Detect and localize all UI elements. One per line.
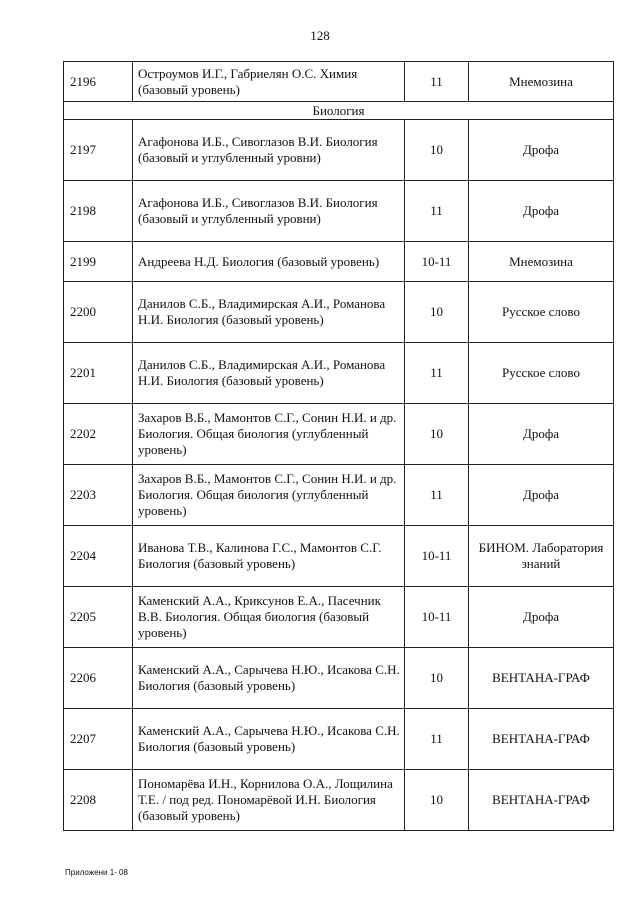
row-title: Захаров В.Б., Мамонтов С.Г., Сонин Н.И. и др. Биология. Общая биология (углубленный уровень)	[133, 404, 405, 465]
table-row	[64, 709, 614, 770]
table-row	[64, 770, 614, 831]
row-title: Остроумов И.Г., Габриелян О.С. Химия (базовый уровень)	[133, 62, 405, 102]
row-title: Агафонова И.Б., Сивоглазов В.И. Биология (базовый и углубленный уровни)	[133, 120, 405, 181]
table-row	[64, 282, 614, 343]
row-publisher: БИНОМ. Лаборатория знаний	[469, 526, 614, 587]
textbook-table	[63, 61, 614, 831]
section-row	[64, 102, 614, 120]
row-number: 2205	[64, 587, 133, 648]
row-number: 2197	[64, 120, 133, 181]
table-row	[64, 587, 614, 648]
row-publisher: Дрофа	[469, 181, 614, 242]
row-publisher: Дрофа	[469, 404, 614, 465]
row-title: Пономарёва И.Н., Корнилова О.А., Лощилина Т.Е. / под ред. Пономарёвой И.Н. Биология (базовый уровень)	[133, 770, 405, 831]
row-number: 2200	[64, 282, 133, 343]
table-row	[64, 526, 614, 587]
row-title: Данилов С.Б., Владимирская А.И., Романова Н.И. Биология (базовый уровень)	[133, 282, 405, 343]
table-row	[64, 62, 614, 102]
row-publisher: Русское слово	[469, 282, 614, 343]
row-number: 2208	[64, 770, 133, 831]
row-number: 2203	[64, 465, 133, 526]
footer-note: Приложени 1- 08	[65, 868, 128, 877]
row-title: Агафонова И.Б., Сивоглазов В.И. Биология (базовый и углубленный уровни)	[133, 181, 405, 242]
row-title: Захаров В.Б., Мамонтов С.Г., Сонин Н.И. и др. Биология. Общая биология (углубленный уровень)	[133, 465, 405, 526]
row-grade: 10-11	[405, 242, 469, 282]
row-grade: 10	[405, 120, 469, 181]
row-title: Каменский А.А., Сарычева Н.Ю., Исакова С.Н. Биология (базовый уровень)	[133, 709, 405, 770]
row-publisher: Русское слово	[469, 343, 614, 404]
row-number: 2206	[64, 648, 133, 709]
row-grade: 10	[405, 648, 469, 709]
row-grade: 11	[405, 181, 469, 242]
row-grade: 11	[405, 465, 469, 526]
row-title: Данилов С.Б., Владимирская А.И., Романова Н.И. Биология (базовый уровень)	[133, 343, 405, 404]
row-number: 2196	[64, 62, 133, 102]
row-number: 2201	[64, 343, 133, 404]
row-publisher: Дрофа	[469, 587, 614, 648]
table-row	[64, 648, 614, 709]
table-row	[64, 242, 614, 282]
table-row	[64, 404, 614, 465]
row-title: Андреева Н.Д. Биология (базовый уровень)	[133, 242, 405, 282]
row-number: 2202	[64, 404, 133, 465]
row-grade: 11	[405, 709, 469, 770]
table-row	[64, 343, 614, 404]
row-number: 2198	[64, 181, 133, 242]
section-title: Биология	[64, 102, 614, 120]
row-publisher: Дрофа	[469, 465, 614, 526]
row-grade: 10-11	[405, 587, 469, 648]
row-number: 2199	[64, 242, 133, 282]
row-grade: 11	[405, 62, 469, 102]
page-number: 128	[310, 28, 330, 43]
row-title: Каменский А.А., Криксунов Е.А., Пасечник В.В. Биология. Общая биология (базовый уровень)	[133, 587, 405, 648]
row-grade: 11	[405, 343, 469, 404]
row-grade: 10-11	[405, 526, 469, 587]
row-number: 2207	[64, 709, 133, 770]
table-row	[64, 120, 614, 181]
row-publisher: ВЕНТАНА-ГРАФ	[469, 770, 614, 831]
row-publisher: ВЕНТАНА-ГРАФ	[469, 709, 614, 770]
row-number: 2204	[64, 526, 133, 587]
table-row	[64, 181, 614, 242]
row-publisher: Мнемозина	[469, 62, 614, 102]
row-publisher: Мнемозина	[469, 242, 614, 282]
row-title: Иванова Т.В., Калинова Г.С., Мамонтов С.Г. Биология (базовый уровень)	[133, 526, 405, 587]
table-row	[64, 465, 614, 526]
row-grade: 10	[405, 282, 469, 343]
row-grade: 10	[405, 404, 469, 465]
row-publisher: Дрофа	[469, 120, 614, 181]
row-grade: 10	[405, 770, 469, 831]
row-publisher: ВЕНТАНА-ГРАФ	[469, 648, 614, 709]
row-title: Каменский А.А., Сарычева Н.Ю., Исакова С.Н. Биология (базовый уровень)	[133, 648, 405, 709]
